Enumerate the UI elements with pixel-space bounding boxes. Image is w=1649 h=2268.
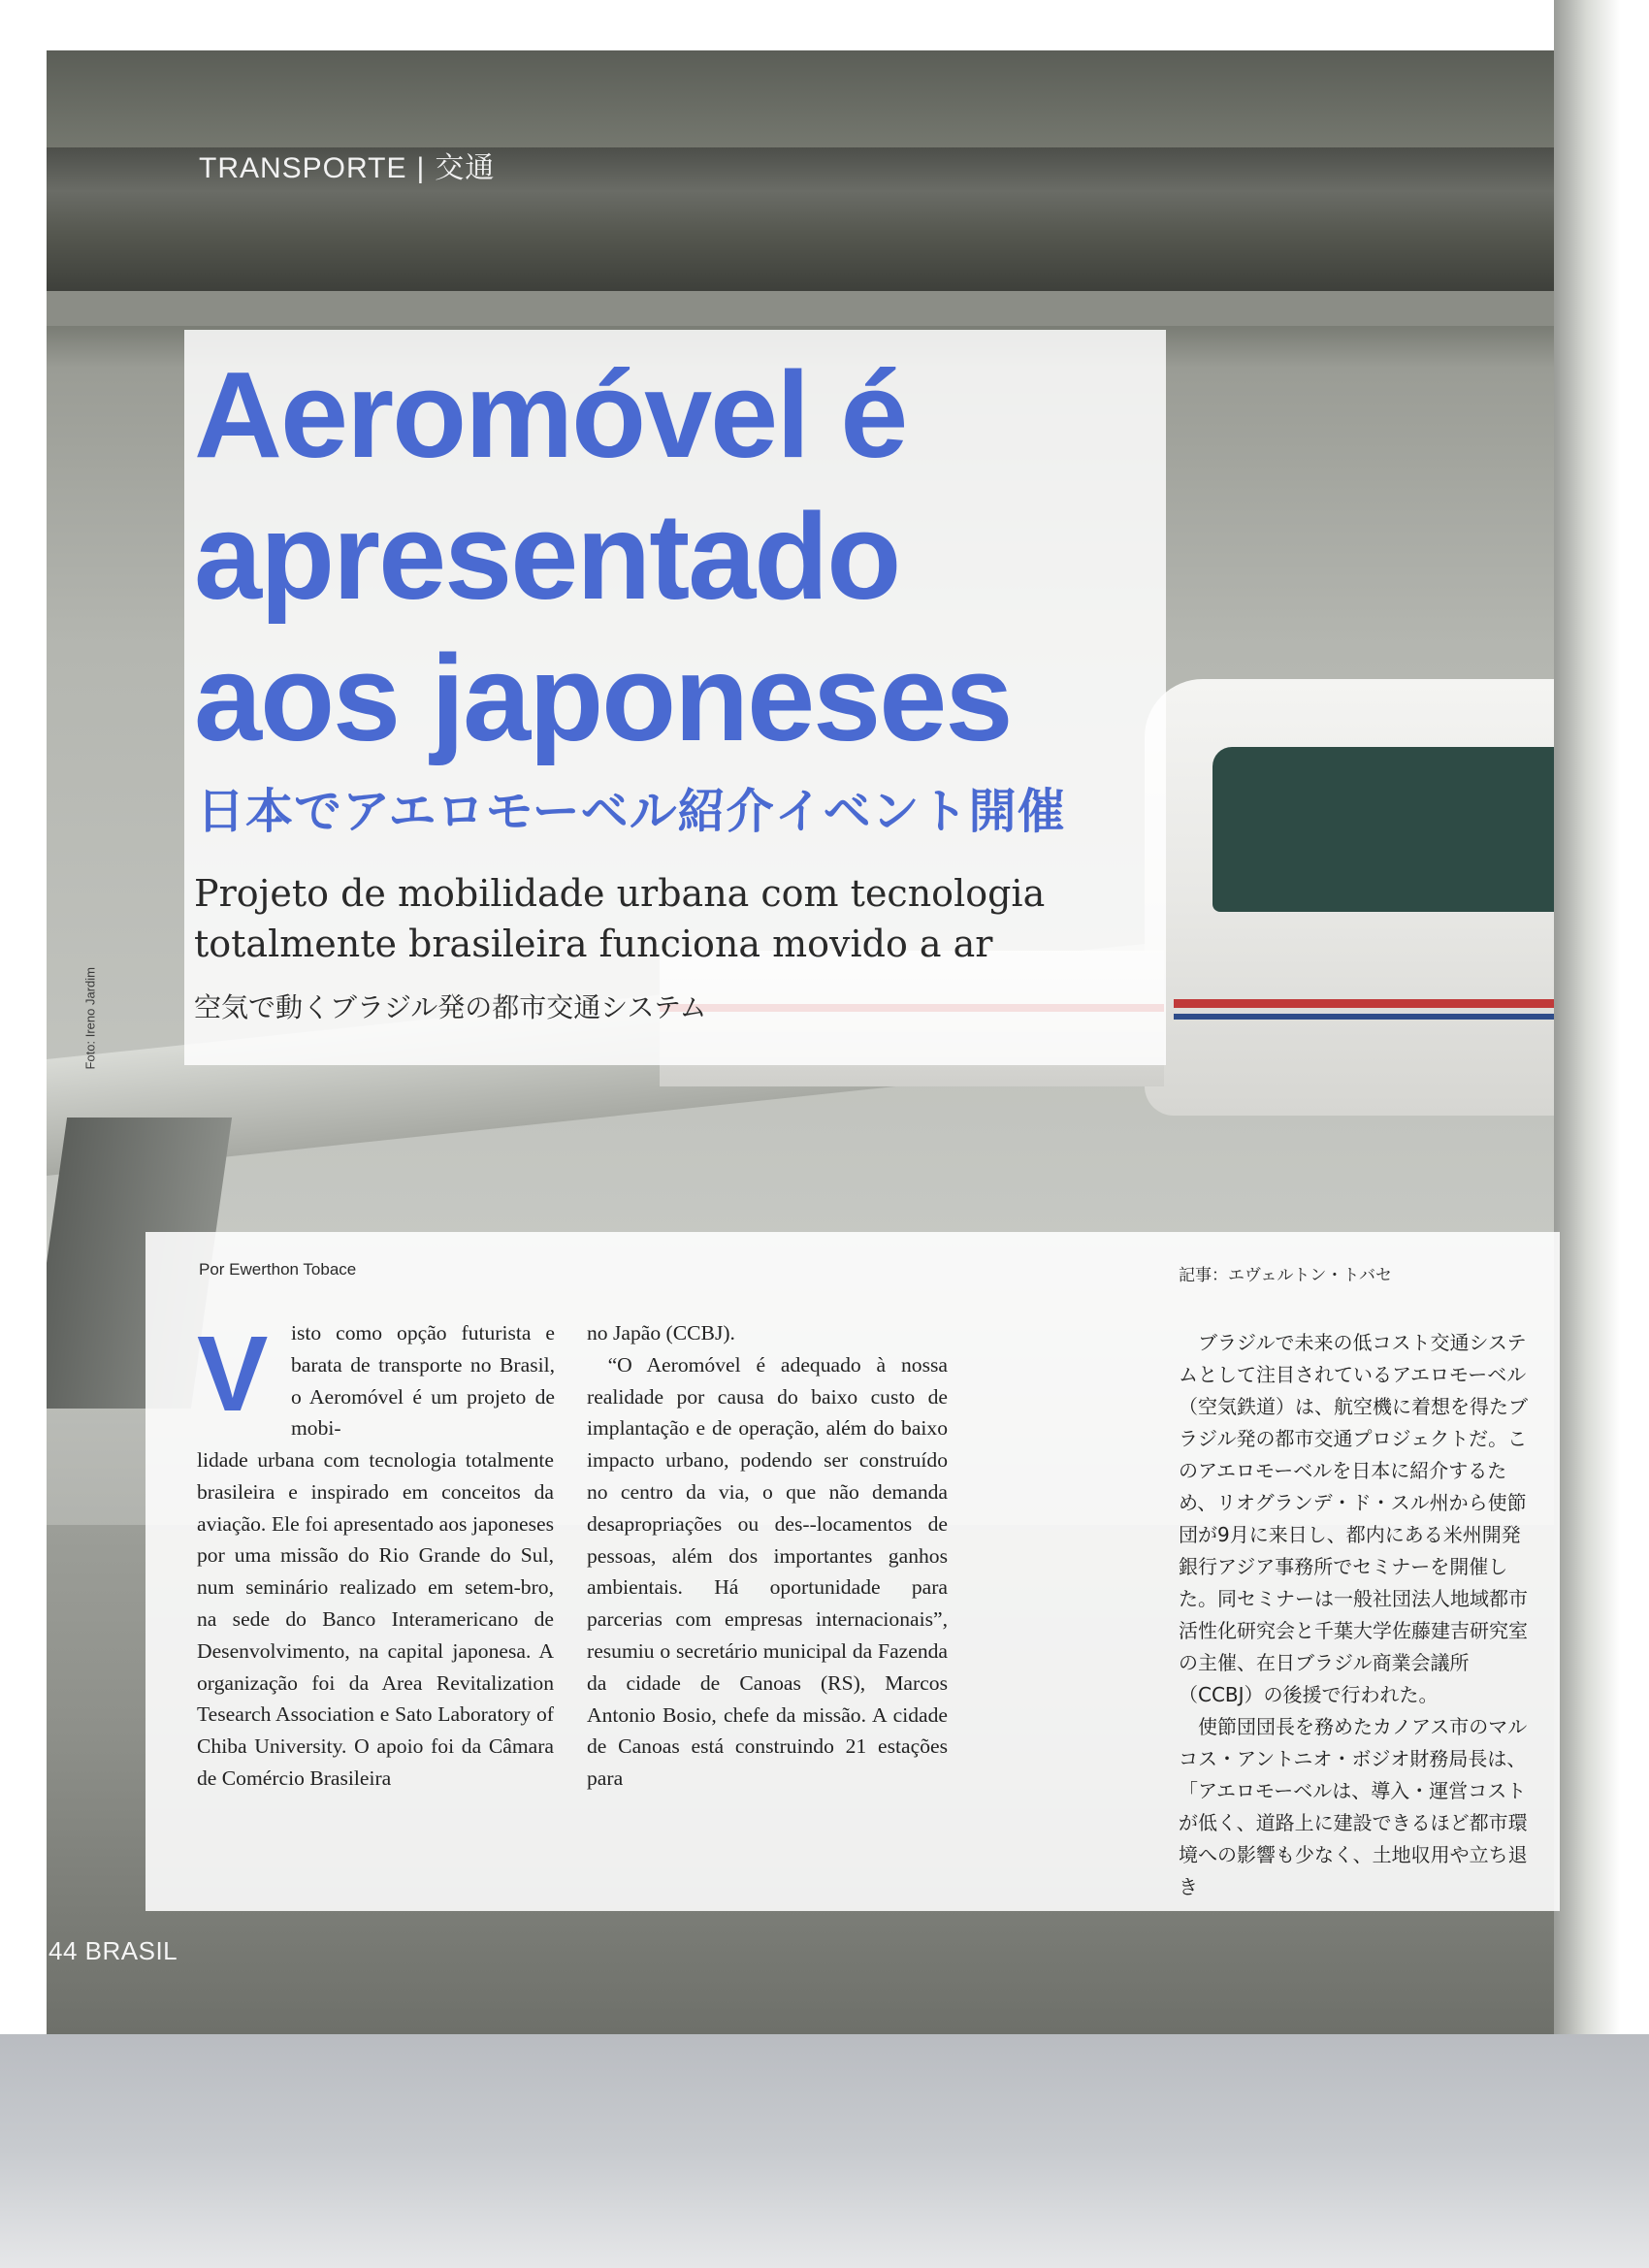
headline-title-jp: 日本でアエロモーベル紹介イベント開催 xyxy=(197,784,1066,839)
headline-subtitle xyxy=(194,868,1125,969)
article-paragraph-jp: ブラジルで未来の低コスト交通システムとして注目されているアエロモーベル（空気鉄道）は、航空機に着想を得たブラジル発の都市交通プロジェクトだ。このアエロモーベルを日本に紹介するため、リオグランデ・ド・スル州から使節団が9月に来日し、都内にある米州開発銀行アジア事務所でセミナーを開催した。同セミナーは一般社団法人地域都市活性化研究会と千葉大学佐藤建吉研究室の主催、在日ブラジル商業会議所（CCBJ）の後援で行われた。 xyxy=(1179,1331,1528,1706)
article-paragraph: no Japão (CCBJ). xyxy=(587,1321,735,1345)
section-label-pt: TRANSPORTE xyxy=(199,152,407,184)
headline-title xyxy=(194,344,1145,769)
section-label xyxy=(199,144,495,186)
article-paragraph: isto como opção futurista e barata de transporte no Brasil, o Aeromóvel é um projeto de mobi- xyxy=(291,1321,555,1441)
byline-jp: 記事：エヴェルトン・トバセ xyxy=(1179,1266,1392,1285)
beam-underside xyxy=(47,291,1608,326)
aeromovel-train xyxy=(1145,679,1562,1116)
article-paragraph: “O Aeromóvel é adequado à nossa realidade por causa do baixo custo de implantação e de operação, além do baixo impacto urbano, podendo ser construído no centro da via, o que não demanda desapropriações ou des--locamentos de pessoas, além dos importantes ganhos ambientais. Há oportunidade para parcerias com empresas internacionais”, resumiu o secretário municipal da Fazenda da cidade de Canoas (RS), Marcos Antonio Bosio, chefe da missão. A cidade de Canoas está construindo 21 estações para xyxy=(587,1352,948,1791)
subtitle-line: Projeto de mobilidade urbana com tecnologia xyxy=(194,872,1046,915)
headline-line: aos japoneses xyxy=(194,630,1012,766)
subtitle-line: totalmente brasileira funciona movido a ar xyxy=(194,923,993,965)
page-footer xyxy=(48,1936,178,1966)
train-window xyxy=(1212,747,1562,912)
page-number: 44 xyxy=(48,1936,78,1965)
headline-subtitle-jp: 空気で動くブラジル発の都市交通システム xyxy=(194,991,707,1023)
train-blue-stripe xyxy=(1174,1014,1562,1020)
page-fold-shadow xyxy=(1554,0,1649,2268)
article-paragraph: lidade urbana com tecnologia totalmente brasileira e inspirado em conceitos da aviação. Ele foi apresentado aos japoneses por uma missão do Rio Grande do Sul, num seminário realizado em setem-bro, na sede do Banco Interamericano de Desenvolvimento, na capital japonesa. A organização foi da Area Revitalization Tesearch Association e Sato Laboratory of Chiba University. O apoio foi da Câmara de Comércio Brasileira xyxy=(197,1448,554,1790)
article-column-jp xyxy=(1179,1327,1528,1903)
article-column-1-lead xyxy=(291,1317,555,1444)
headline-line: Aeromóvel é xyxy=(194,346,907,483)
train-red-stripe xyxy=(1174,999,1562,1008)
article-paragraph-jp: 使節団団長を務めたカノアス市のマルコス・アントニオ・ボジオ財務局長は、「アエロモーベルは、導入・運営コストが低く、道路上に建設できるほど都市環境への影響も少なく、土地収用や立ち退き xyxy=(1179,1715,1528,1898)
section-label-jp: 交通 xyxy=(435,152,496,184)
article-column-1 xyxy=(197,1444,554,1795)
photo-credit xyxy=(76,931,98,1077)
article-column-2 xyxy=(587,1317,948,1795)
scan-top-margin xyxy=(0,0,1649,50)
scan-bottom-band xyxy=(0,2034,1649,2268)
headline-line: apresentado xyxy=(194,488,900,625)
scan-left-margin xyxy=(0,0,47,2268)
photo-credit-text: Foto: Ireno Jardim xyxy=(82,967,98,1070)
magazine-name: BRASIL xyxy=(84,1936,178,1965)
byline: Por Ewerthon Tobace xyxy=(199,1260,357,1279)
drop-cap: V xyxy=(197,1314,269,1434)
section-separator: | xyxy=(416,152,426,184)
